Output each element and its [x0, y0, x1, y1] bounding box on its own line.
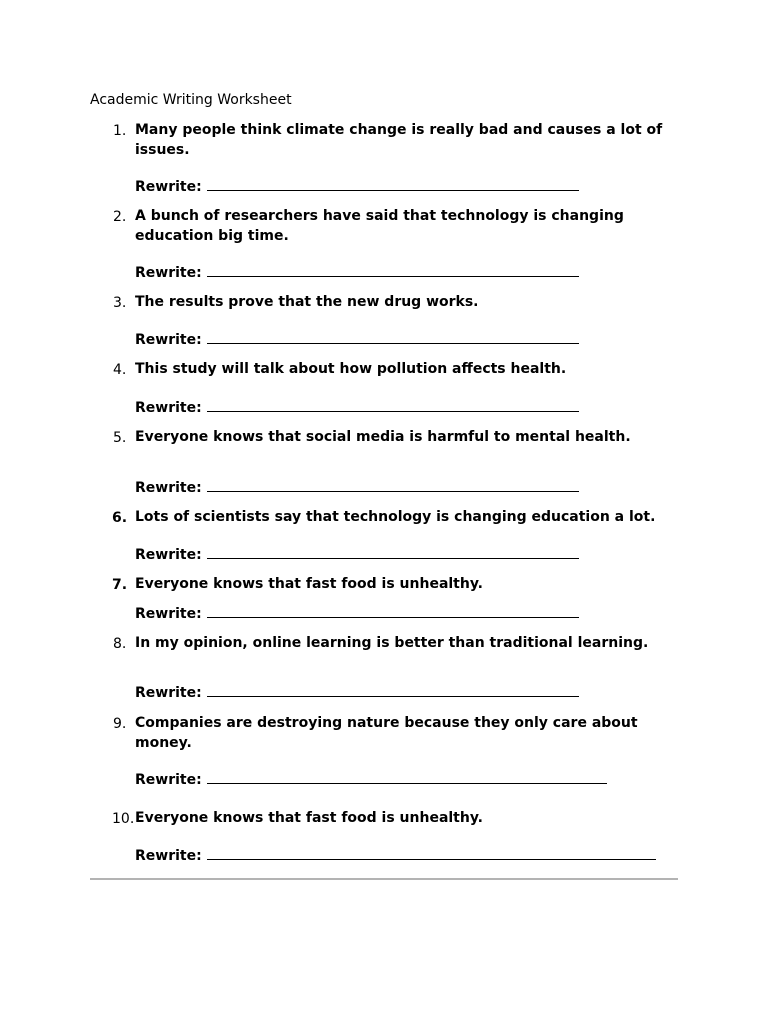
item-number: 3. — [113, 295, 127, 311]
rewrite-line[interactable] — [135, 546, 579, 565]
answer-blank[interactable] — [207, 490, 579, 492]
rewrite-label: Rewrite: — [135, 179, 202, 195]
rewrite-line[interactable] — [135, 178, 579, 197]
question-text: Lots of scientists say that technology is changing education a lot. — [135, 509, 656, 525]
rewrite-label: Rewrite: — [135, 480, 202, 496]
answer-blank[interactable] — [207, 189, 579, 191]
item-number: 7. — [112, 577, 128, 593]
rewrite-line[interactable] — [135, 264, 579, 283]
rewrite-label: Rewrite: — [135, 606, 202, 622]
item-number: 6. — [112, 510, 128, 526]
question-text: A bunch of researchers have said that technology is changing education big time. — [135, 208, 624, 244]
question-text: In my opinion, online learning is better than traditional learning. — [135, 635, 649, 651]
bottom-divider — [90, 878, 678, 880]
answer-blank[interactable] — [207, 782, 607, 784]
rewrite-line[interactable] — [135, 331, 579, 350]
item-number: 8. — [113, 636, 127, 652]
worksheet-title: Academic Writing Worksheet — [90, 92, 292, 108]
item-number: 9. — [113, 716, 127, 732]
item-number: 10. — [112, 811, 135, 827]
rewrite-label: Rewrite: — [135, 848, 202, 864]
question-text: Everyone knows that social media is harmful to mental health. — [135, 429, 631, 445]
answer-blank[interactable] — [207, 557, 579, 559]
rewrite-line[interactable] — [135, 605, 579, 624]
answer-blank[interactable] — [207, 616, 579, 618]
rewrite-line[interactable] — [135, 771, 607, 790]
item-number: 4. — [113, 362, 127, 378]
rewrite-label: Rewrite: — [135, 547, 202, 563]
rewrite-line[interactable] — [135, 479, 579, 498]
rewrite-label: Rewrite: — [135, 685, 202, 701]
answer-blank[interactable] — [207, 275, 579, 277]
rewrite-line[interactable] — [135, 684, 579, 703]
question-text: Many people think climate change is really bad and causes a lot of issues. — [135, 122, 663, 158]
rewrite-label: Rewrite: — [135, 265, 202, 281]
rewrite-label: Rewrite: — [135, 332, 202, 348]
question-text: Companies are destroying nature because they only care about money. — [135, 715, 638, 751]
question-text: The results prove that the new drug works. — [135, 294, 479, 310]
question-text: Everyone knows that fast food is unhealthy. — [135, 810, 484, 826]
rewrite-line[interactable] — [135, 399, 579, 418]
rewrite-label: Rewrite: — [135, 772, 202, 788]
item-number: 2. — [113, 209, 127, 225]
item-number: 1. — [113, 123, 127, 139]
item-number: 5. — [113, 430, 127, 446]
answer-blank[interactable] — [207, 695, 579, 697]
rewrite-label: Rewrite: — [135, 400, 202, 416]
question-text: Everyone knows that fast food is unhealthy. — [135, 576, 484, 592]
answer-blank[interactable] — [207, 342, 579, 344]
question-text: This study will talk about how pollution affects health. — [135, 361, 567, 377]
rewrite-line[interactable] — [135, 847, 656, 866]
answer-blank[interactable] — [207, 410, 579, 412]
answer-blank[interactable] — [207, 858, 656, 860]
